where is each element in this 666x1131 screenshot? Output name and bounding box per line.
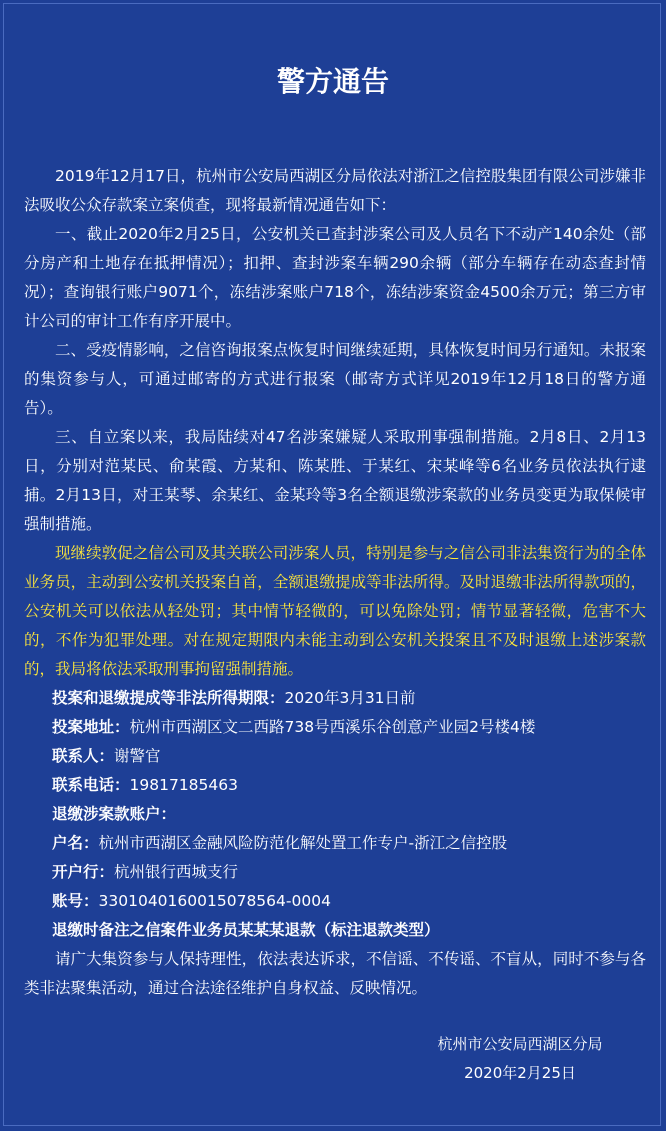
- detail-value: 杭州市西湖区金融风险防范化解处置工作专户-浙江之信控股: [98, 834, 508, 852]
- detail-account-number: [24, 887, 646, 916]
- signature-agency: 杭州市公安局西湖区分局: [437, 1035, 603, 1053]
- detail-label: 投案地址：: [52, 718, 130, 736]
- detail-label: 联系人：: [52, 747, 115, 765]
- detail-label: 户名：: [52, 834, 99, 852]
- detail-value: 3301040160015078564-0004: [98, 892, 331, 910]
- detail-label: 开户行：: [52, 863, 115, 881]
- detail-value: 谢警官: [114, 747, 161, 765]
- detail-value: 19817185463: [129, 776, 238, 794]
- detail-phone: [24, 771, 646, 800]
- detail-label: 账号：: [52, 892, 99, 910]
- detail-remark: [24, 916, 646, 945]
- detail-value: 杭州市西湖区文二西路738号西溪乐谷创意产业园2号楼4楼: [129, 718, 536, 736]
- detail-label: 联系电话：: [52, 776, 130, 794]
- intro-paragraph: 2019年12月17日，杭州市公安局西湖区分局依法对浙江之信控股集团有限公司涉嫌非法吸收公众存款案立案侦查，现将最新情况通告如下：: [24, 167, 646, 214]
- detail-account-name: [24, 829, 646, 858]
- notice-title: 警方通告: [276, 65, 389, 98]
- detail-label: 退缴涉案款账户：: [52, 805, 177, 823]
- detail-account-header: [24, 800, 646, 829]
- paragraph-two: 二、受疫情影响，之信咨询报案点恢复时间继续延期，具体恢复时间另行通知。未报案的集资参与人，可通过邮寄的方式进行报案（邮寄方式详见2019年12月18日的警方通告）。: [24, 341, 646, 417]
- detail-value: 杭州银行西城支行: [114, 863, 239, 881]
- detail-address: [24, 713, 646, 742]
- detail-label: 投案和退缴提成等非法所得期限：: [52, 689, 285, 707]
- notice-body: [24, 162, 646, 1003]
- highlight-paragraph: 现继续敦促之信公司及其关联公司涉案人员，特别是参与之信公司非法集资行为的全体业务员，主动到公安机关投案自首，全额退缴提成等非法所得。及时退缴非法所得款项的，公安机关可以依法从轻处罚；其中情节轻微的，可以免除处罚；情节显著轻微，危害不大的，不作为犯罪处理。对在规定期限内未能主动到公安机关投案且不及时退缴上述涉案款的，我局将依法采取刑事拘留强制措施。: [24, 544, 646, 678]
- detail-contact: [24, 742, 646, 771]
- detail-deadline: [24, 684, 646, 713]
- signature-date: 2020年2月25日: [464, 1064, 576, 1082]
- details-list: [24, 684, 646, 945]
- paragraph-three: 三、自立案以来，我局陆续对47名涉案嫌疑人采取刑事强制措施。2月8日、2月13日，分别对范某民、俞某霞、方某和、陈某胜、于某红、宋某峰等6名业务员依法执行逮捕。2月13日，对王某琴、余某红、金某玲等3名全额退缴涉案款的业务员变更为取保候审强制措施。: [24, 428, 646, 533]
- closing-paragraph: 请广大集资参与人保持理性，依法表达诉求，不信谣、不传谣、不盲从，同时不参与各类非法聚集活动，通过合法途径维护自身权益、反映情况。: [24, 950, 646, 997]
- detail-value: 2020年3月31日前: [284, 689, 416, 707]
- detail-label: 退缴时备注之信案件业务员某某某退款（标注退款类型）: [52, 921, 440, 939]
- paragraph-one: 一、截止2020年2月25日，公安机关已查封涉案公司及人员名下不动产140余处（部分房产和土地存在抵押情况）；扣押、查封涉案车辆290余辆（部分车辆存在动态查封情况）；查询银行账户9071个，冻结涉案账户718个，冻结涉案资金4500余万元；第三方审计公司的审计工作有序开展中。: [24, 225, 646, 330]
- detail-bank: [24, 858, 646, 887]
